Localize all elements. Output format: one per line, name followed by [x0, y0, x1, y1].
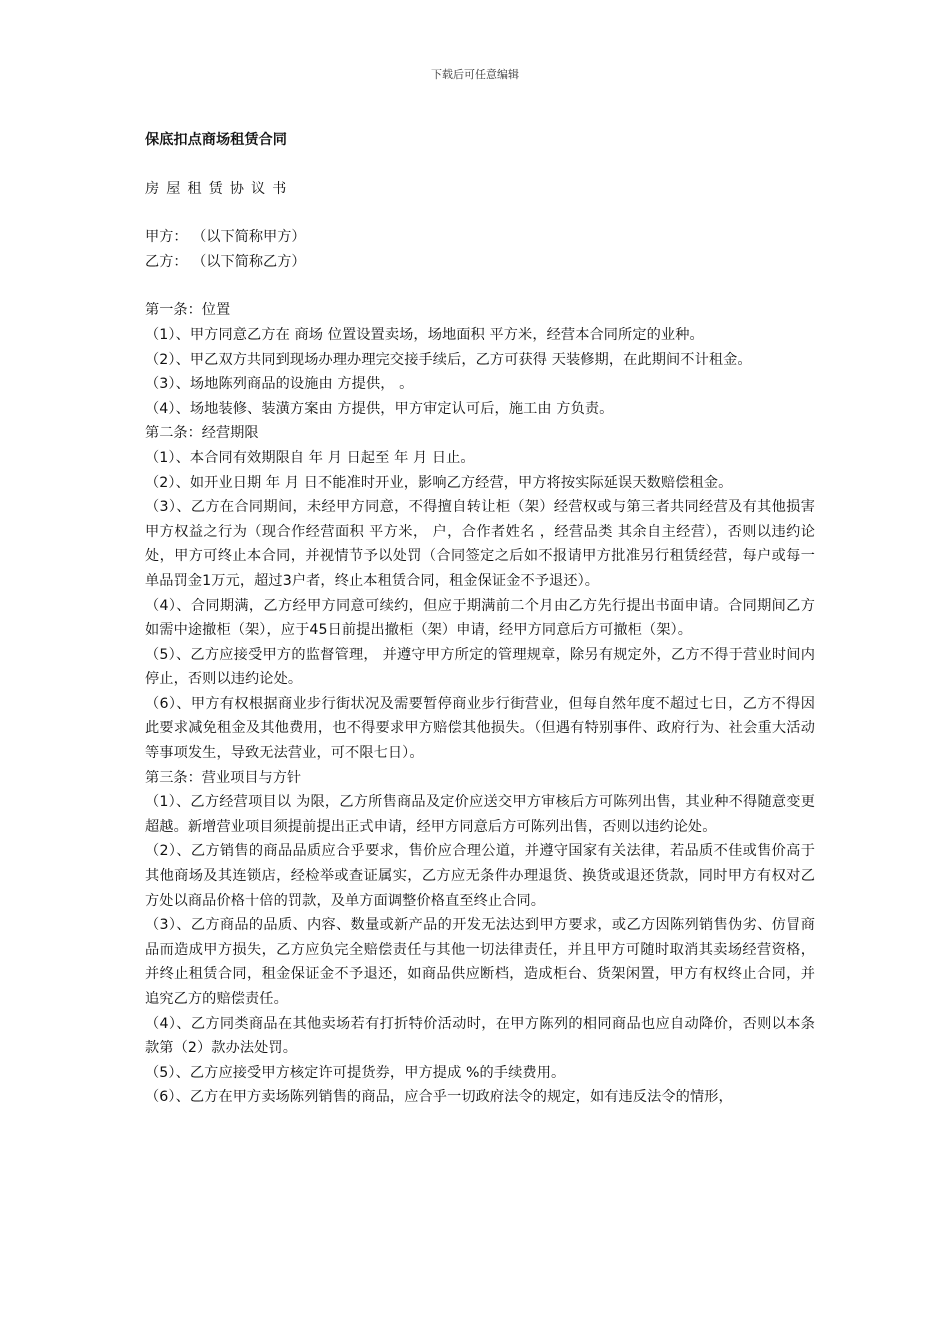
party-a-label: 甲方： [145, 229, 188, 246]
document-title: 保底扣点商场租赁合同 [145, 132, 287, 148]
clause: （2）、如开业日期 年 月 日不能准时开业，影响乙方经营，甲方将按实际延误天数赔偿租金。 [145, 474, 733, 491]
section-heading: 第三条：营业项目与方针 [145, 769, 302, 786]
clause: （1）、乙方经营项目以 为限，乙方所售商品及定价应送交甲方审核后方可陈列出售，其业种不得随意变更超越。新增营业项目须提前提出正式申请，经甲方同意后方可陈列出售，否则以违约论处。 [145, 794, 815, 835]
clause: （6）、甲方有权根据商业步行街状况及需要暂停商业步行街营业，但每自然年度不超过七日，乙方不得因此要求减免租金及其他费用，也不得要求甲方赔偿其他损失。（但遇有特别事件、政府行为、社会重大活动等事项发生，导致无法营业，可不限七日）。 [145, 695, 815, 762]
clause: （6）、乙方在甲方卖场陈列销售的商品，应合乎一切政府法令的规定，如有违反法令的情形， [145, 1089, 733, 1106]
clause: （3）、场地陈列商品的设施由 方提供， 。 [145, 376, 414, 393]
clause: （2）、甲乙双方共同到现场办理办理完交接手续后，乙方可获得 天装修期，在此期间不计租金。 [145, 351, 752, 368]
party-block [145, 225, 815, 274]
clause: （2）、乙方销售的商品品质应合乎要求，售价应合理公道，并遵守国家有关法律，若品质不佳或售价高于其他商场及其连锁店，经检举或查证属实，乙方应无条件办理退货、换货或退还货款，同时甲方有权对乙方处以商品价格十倍的罚款，及单方面调整价格直至终止合同。 [145, 843, 815, 909]
clause: （1）、甲方同意乙方在 商场 位置设置卖场，场地面积 平方米，经营本合同所定的业种。 [145, 326, 704, 343]
clause: （1）、本合同有效期限自 年 月 日起至 年 月 日止。 [145, 449, 475, 466]
clause: （3）、乙方商品的品质、内容、数量或新产品的开发无法达到甲方要求，或乙方因陈列销售伪劣、仿冒商品而造成甲方损失，乙方应负完全赔偿责任与其他一切法律责任，并且甲方可随时取消其卖场经营资格，并终止租赁合同，租金保证金不予退还，如商品供应断档，造成柜台、货架闲置，甲方有权终止合同，并追究乙方的赔偿责任。 [145, 917, 815, 1007]
party-b-label: 乙方： [145, 253, 188, 270]
page-header: 下载后可任意编辑 [431, 68, 519, 81]
party-b [145, 250, 815, 275]
clause: （5）、乙方应接受甲方的监督管理， 并遵守甲方所定的管理规章，除另有规定外，乙方不得于营业时间内停止，否则以违约论处。 [145, 646, 815, 688]
clause: （4）、合同期满，乙方经甲方同意可续约，但应于期满前二个月由乙方先行提出书面申请。合同期间乙方如需中途撤柜（架），应于45日前提出撤柜（架）申请，经甲方同意后方可撤柜（架）。 [145, 597, 815, 639]
document-subtitle: 房屋租赁协议书 [145, 180, 294, 197]
section-2 [145, 421, 815, 765]
document-body [145, 128, 815, 1110]
section-1 [145, 298, 815, 421]
section-heading: 第二条：经营期限 [145, 425, 259, 442]
clause: （4）、乙方同类商品在其他卖场若有打折特价活动时，在甲方陈列的相同商品也应自动降价，否则以本条款第（2）款办法处罚。 [145, 1015, 815, 1057]
party-b-note: （以下简称乙方） [192, 253, 306, 270]
section-heading: 第一条：位置 [145, 302, 231, 319]
clause: （3）、乙方在合同期间，未经甲方同意，不得擅自转让柜（架）经营权或与第三者共同经营及有其他损害甲方权益之行为（现合作经营面积 平方米， 户，合作者姓名 ，经营品类 其余自主经营），否则以违约论处，甲方可终止本合同，并视情节予以处罚（合同签定之后如不报请甲方批准另行租赁经营，每户或每一单品罚金1万元，超过3户者，终止本租赁合同，租金保证金不予退还）。 [145, 499, 815, 589]
section-3 [145, 766, 815, 1110]
clause: （4）、场地装修、装潢方案由 方提供，甲方审定认可后，施工由 方负责。 [145, 400, 614, 417]
party-a-note: （以下简称甲方） [192, 229, 306, 246]
party-a [145, 225, 815, 250]
clause: （5）、乙方应接受甲方核定许可提货券，甲方提成 %的手续费用。 [145, 1064, 566, 1081]
